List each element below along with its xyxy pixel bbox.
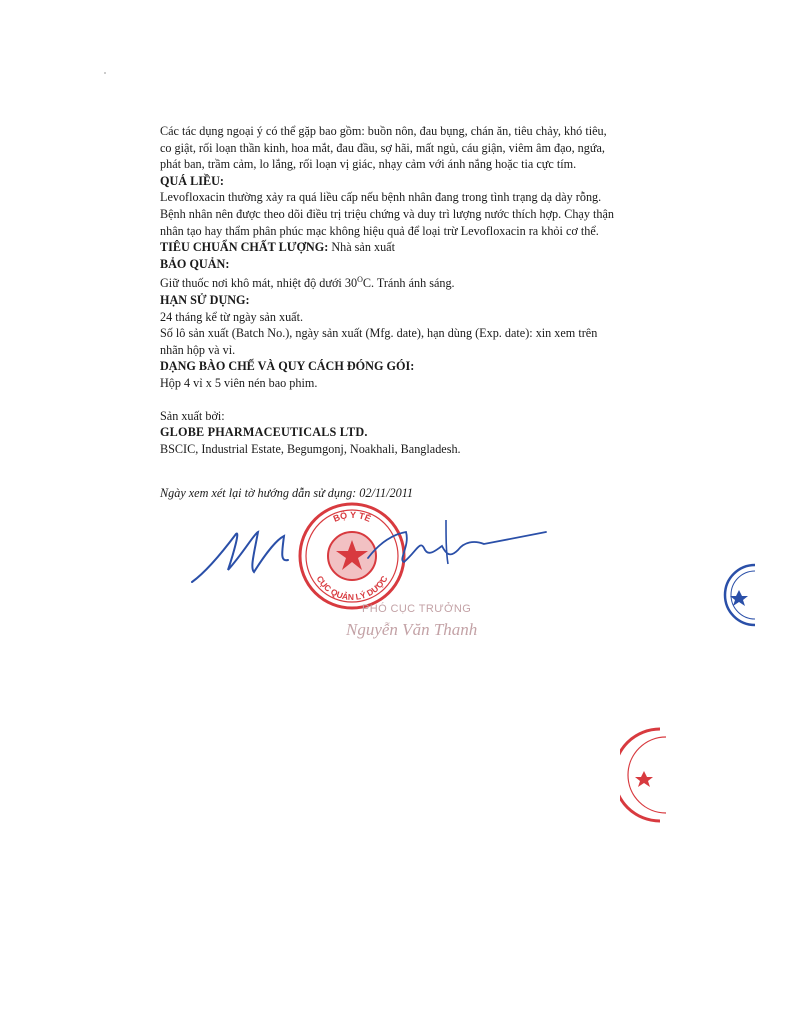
manufacturer-name: GLOBE PHARMACEUTICALS LTD. xyxy=(160,425,368,440)
side-effects-line: phát ban, trầm cảm, lo lắng, rối loạn vị giác, nhạy cảm với ánh nắng hoặc tia cực tím. xyxy=(160,157,577,172)
packaging-heading: DẠNG BÀO CHẾ VÀ QUY CÁCH ĐÓNG GÓI: xyxy=(160,359,415,374)
leaflet-text xyxy=(160,123,680,457)
quality-value: Nhà sản xuất xyxy=(331,240,395,255)
storage-line xyxy=(160,272,680,292)
quality-line xyxy=(160,239,680,256)
manufacturer-address: BSCIC, Industrial Estate, Begumgonj, Noakhali, Bangladesh. xyxy=(160,441,461,456)
handwritten-signature xyxy=(184,512,554,602)
review-date: Ngày xem xét lại tờ hướng dẫn sử dụng: 02/11/2011 xyxy=(160,486,413,500)
manufacturer-label: Sản xuất bởi: xyxy=(160,408,225,423)
shelf-life-line: 24 tháng kể từ ngày sản xuất. xyxy=(160,309,304,324)
overdose-line: Bệnh nhân nên được theo dõi điều trị triệu chứng và duy trì lượng nước thích hợp. Chạy thận xyxy=(160,206,614,221)
storage-text: Giữ thuốc nơi khô mát, nhiệt độ dưới 30 xyxy=(160,276,358,291)
shelf-life-line: nhãn hộp và vỉ. xyxy=(160,342,236,357)
shelf-life-heading: HẠN SỬ DỤNG: xyxy=(160,293,250,307)
side-effects-line: co giật, rối loạn thần kinh, hoa mắt, đau đầu, sợ hãi, mất ngủ, cáu giận, viêm âm đạo, ngứa, xyxy=(160,140,605,155)
quality-heading: TIÊU CHUẨN CHẤT LƯỢNG: xyxy=(160,240,329,255)
overdose-line: Levofloxacin thường xảy ra quá liều cấp nếu bệnh nhân đang trong tình trạng dạ dày rỗng. xyxy=(160,190,602,205)
partial-blue-stamp xyxy=(695,560,755,630)
storage-text-after: C. Tránh ánh sáng. xyxy=(362,276,455,291)
degree-sup: O xyxy=(357,275,363,285)
seal-bottom-text: CỤC QUẢN LÝ DƯỢC xyxy=(314,573,390,603)
packaging-value: Hộp 4 vỉ x 5 viên nén bao phim. xyxy=(160,375,318,390)
signatory-name: Nguyễn Văn Thanh xyxy=(346,620,478,639)
overdose-heading: QUÁ LIỀU: xyxy=(160,173,224,188)
seal-top-text: BỘ Y TẾ xyxy=(331,509,373,524)
scan-speck xyxy=(104,72,106,74)
partial-red-stamp xyxy=(620,725,680,825)
storage-heading: BẢO QUẢN: xyxy=(160,256,230,271)
overdose-line: nhân tạo hay thẩm phân phúc mạc không hiệu quả để loại trừ Levofloxacin ra khỏi cơ thể. xyxy=(160,223,599,238)
deputy-title: PHÓ CỤC TRƯỞNG xyxy=(362,603,472,615)
spacer xyxy=(160,392,680,408)
shelf-life-line: Số lô sản xuất (Batch No.), ngày sản xuất (Mfg. date), hạn dùng (Exp. date): xin xem trên xyxy=(160,326,598,341)
side-effects-line: Các tác dụng ngoại ý có thể gặp bao gồm: buồn nôn, đau bụng, chán ăn, tiêu chảy, khó tiêu, xyxy=(160,124,607,138)
